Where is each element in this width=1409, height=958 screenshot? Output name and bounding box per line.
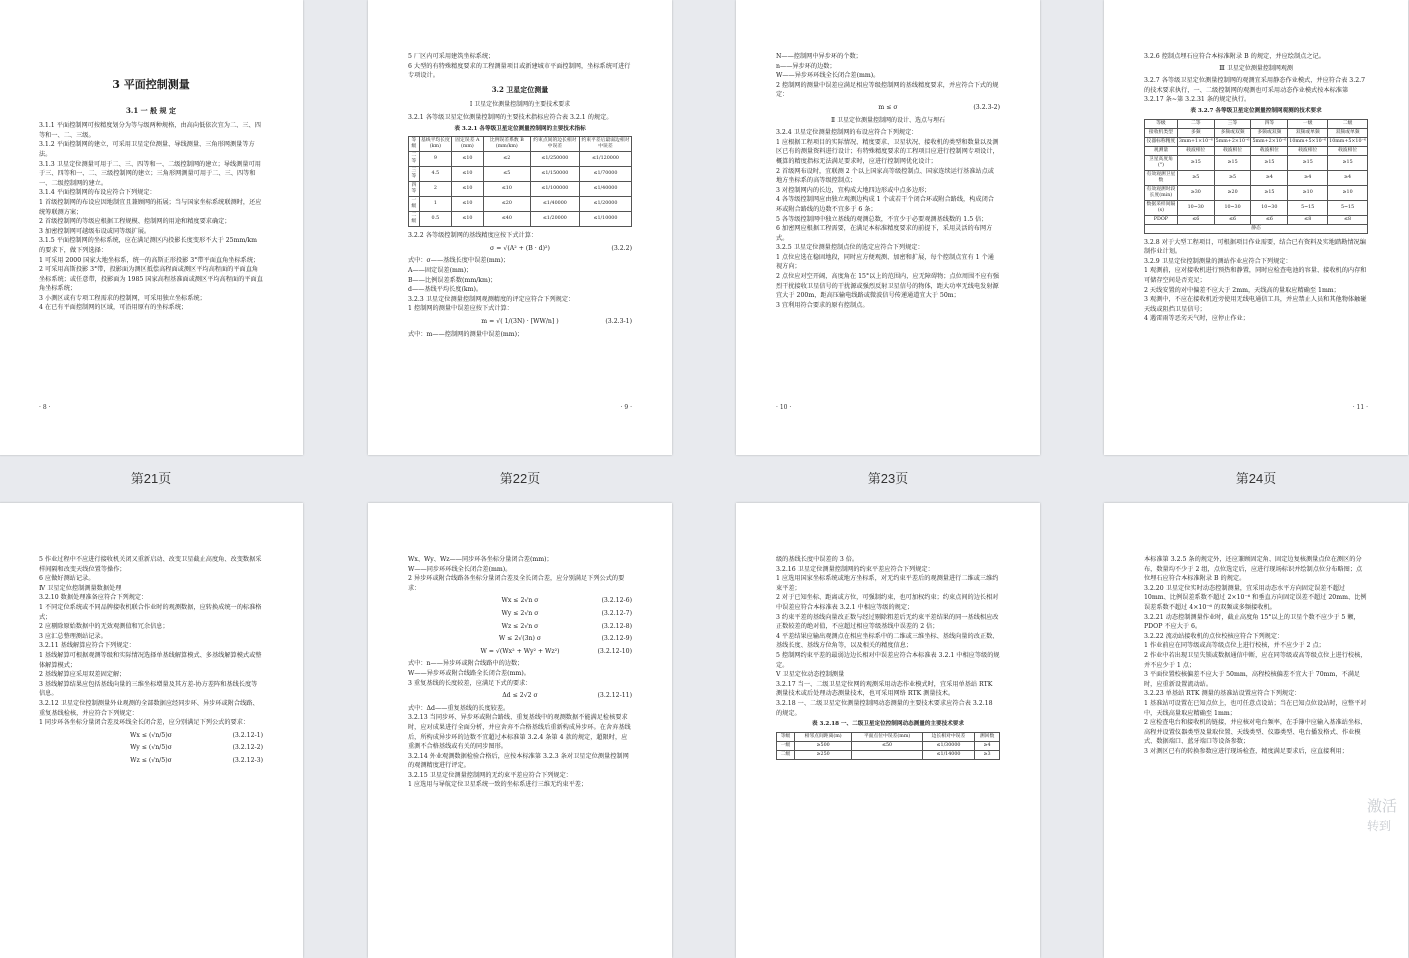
table-cell: 一级 xyxy=(409,197,420,212)
table-cell: ≤6 xyxy=(1177,215,1214,224)
paragraph: 5 作业过程中不应进行接收机关闭又重新启动、改变卫星截止高度角、改变数据采样间隔和改变天线位置等操作； xyxy=(39,556,262,573)
table-cell: 双频或单频 xyxy=(1288,128,1328,137)
paragraph: 式中：Δd——重复基线的长度较差。 xyxy=(408,704,510,712)
paragraph: 3.2.23 单基站 RTK 测量的基准站设置应符合下列规定： xyxy=(1144,690,1301,698)
paragraph-list xyxy=(776,52,1000,100)
table-cell: 0.5 xyxy=(419,212,451,227)
paragraph: Wx、Wy、Wz——同步环各坐标分量闭合差(mm)； xyxy=(408,556,553,563)
table-cell: ≤6 xyxy=(1214,215,1251,224)
table-cell: ≤1/20000 xyxy=(530,212,579,227)
table-row xyxy=(1145,146,1368,155)
table-header-row xyxy=(777,732,1000,741)
paragraph: 1 应选用国家坐标系统或地方坐标系，对无约束平差后的观测量进行二维或三维约束平差； xyxy=(776,575,999,592)
paragraph: 6 大型的有特殊精度要求的工程测量项目或新建城市平面控制网，坐标系统可进行专项设计。 xyxy=(408,62,631,80)
paragraph: 3.2.12 卫星定位控制测量外业观测的全部数据应经同步环、异步环或附合线路、重复基线检核，并应符合下列规定： xyxy=(39,699,259,717)
paragraph: 1 应根据工程项目的实际情况、精度要求、卫星状况、接收机的类型和数量以及测区已有的测量资料进行设计；有特殊精度要求的工程项目应进行控制网专项设计，概算的精度指标无法满足要求时，应进行控制网优化设计； xyxy=(776,138,999,165)
paragraph: 3.1.1 平面控制网可按精度划分为等与级两种规格，由高向低依次宜为二、三、四等和一、二、三级。 xyxy=(39,122,261,139)
activation-watermark xyxy=(1367,796,1407,836)
table-cell: ≥500 xyxy=(795,741,852,750)
table-header-cell: 基线平均长度(km) xyxy=(419,137,451,152)
document-page-21[interactable] xyxy=(0,0,303,455)
paragraph: 式中：m——控制网的测量中误差(mm)； xyxy=(408,330,524,338)
table-cell: ≤1/10000 xyxy=(579,212,631,227)
paragraph: Ⅴ 卫星定位动态控制测量 xyxy=(776,671,845,679)
paragraph: 3.2.16 卫星定位测量控制网的约束平差应符合下列规定： xyxy=(776,565,934,573)
section-title: 3.1 一 般 规 定 xyxy=(126,105,176,115)
table-cell: ≤10 xyxy=(451,182,483,197)
paragraph: 6 加密网应根据工程需要，在满足本标准精度要求的前提下，采用灵活的布网方式。 xyxy=(776,225,993,242)
table-cell: ≤1/150000 xyxy=(530,167,579,182)
paragraph: 3.2.5 卫星定位测量控制点位的选定应符合下列规定： xyxy=(776,244,924,252)
table-title: 表 3.2.18 一、二级卫星定位控制网动态测量的主要技术要求 xyxy=(811,721,964,728)
table-title: 表 3.2.1 各等级卫星定位测量控制网的主要技术指标 xyxy=(454,125,586,132)
table-row xyxy=(1145,185,1368,200)
formula xyxy=(408,622,632,632)
table-cell: 静态 xyxy=(1145,224,1368,233)
formula-number: (3.2.12-1) xyxy=(232,731,263,739)
table-cell: ≥15 xyxy=(1177,155,1214,170)
paragraph-list xyxy=(1144,555,1368,756)
table-header-cell: 二等 xyxy=(1177,119,1214,128)
table-cell: ≥4 xyxy=(1328,170,1368,185)
paragraph: 3.2.8 对于大型工程项目，可根据项目作业需要，结合已有资料及实地踏勘情况编制作业计划。 xyxy=(1144,238,1366,256)
formula-number: (3.2.12-3) xyxy=(232,756,263,764)
document-page-25[interactable] xyxy=(0,503,303,958)
paragraph: 3 基线解算结果应包括基线向量的三维坐标增量及其方差-协方差阵和基线长度等信息。 xyxy=(39,680,258,698)
formula-number: (3.2.12-10) xyxy=(597,647,632,655)
table-header-cell: 四等 xyxy=(1251,119,1288,128)
formula-number: (3.2.3-1) xyxy=(605,317,632,325)
table-row xyxy=(1145,128,1368,137)
table-cell: 2 xyxy=(419,182,451,197)
paragraph: 3.2.10 数据处理准备应符合下列规定： xyxy=(39,594,148,602)
paragraph-list xyxy=(408,704,632,790)
paragraph: 3 对测区已有的转换参数应进行现场检查，精度满足要求后，应直接利用； xyxy=(1144,747,1348,755)
paragraph: 3.2.3 卫星定位测量控制网观测精度的评定应符合下列规定： xyxy=(408,295,575,303)
paragraph: 4 各等级控制网应由独立观测边构成 1 个或若干个闭合环或附合路线，构成闭合环或附合路线的边数不宜多于 6 条； xyxy=(776,196,994,213)
formula-list xyxy=(408,596,632,656)
document-page-23[interactable] xyxy=(736,0,1040,455)
paragraph: 3 平面位置校核偏差不应大于 50mm，高程校核偏差不宜大于 70mm，不满足时，应重新设置流动站。 xyxy=(1144,671,1361,688)
table-cell: 10mm+5×10⁻⁶ xyxy=(1328,137,1368,146)
paragraph: 3.2.15 卫星定位测量控制网的无约束平差应符合下列规定： xyxy=(408,771,572,779)
table-cell: ≤2 xyxy=(483,152,530,167)
table-cell: ≤1/70000 xyxy=(579,167,631,182)
table-cell: 3mm+1×10⁻⁶ xyxy=(1177,137,1214,146)
table-cell: 多频 xyxy=(1177,128,1214,137)
table-row xyxy=(409,197,632,212)
table-row xyxy=(1145,224,1368,233)
table-cell: ≤1/30000 xyxy=(922,741,974,750)
table-cell: ≥15 xyxy=(1251,185,1288,200)
table-header-cell: 一级 xyxy=(1288,119,1328,128)
table-cell: 1 xyxy=(419,197,451,212)
paragraph: 2 首级控制网的等级应根据工程规模、控制网的用途和精度要求确定； xyxy=(39,218,231,226)
page-label[interactable]: 第22页 xyxy=(499,471,541,486)
paragraph-list xyxy=(408,52,632,81)
subsection-title: Ⅲ 卫星定位测量控制网观测 xyxy=(1219,64,1293,72)
table-cell: ≥4 xyxy=(1288,170,1328,185)
table-row xyxy=(1145,200,1368,215)
page-number: · 11 · xyxy=(1352,404,1368,411)
table-cell: ≥4 xyxy=(1251,170,1288,185)
table-cell: 载波相位 xyxy=(1214,146,1251,155)
table-cell: 二等 xyxy=(409,152,420,167)
paragraph: 3.2.21 动态控制测量作业时，截止高度角 15°以上的卫星个数不应少于 5 颗，PDOP 不应大于 6。 xyxy=(1144,613,1360,631)
table-cell: ≥15 xyxy=(1328,155,1368,170)
document-page-24[interactable] xyxy=(1104,0,1408,455)
paragraph: d——基线平均长度(km)。 xyxy=(408,286,483,294)
paragraph: 6 应做好测站记录。 xyxy=(39,575,95,583)
formula-expression: Wy ≤ (√n/5)σ xyxy=(130,744,172,752)
formula xyxy=(39,756,263,766)
section-title: 3.2 卫星定位测量 xyxy=(491,84,549,94)
paragraph: 3.2.7 各等级卫星定位测量控制网的观测宜采用静态作业模式，并应符合表 3.2.7 的技术要求执行，一、二级控制网的观测也可采用动态作业模式按本标准第 3.2.17 条~第 3.2.31 条的规定执行。 xyxy=(1144,77,1366,104)
table-cell: ≤1/14000 xyxy=(922,750,974,759)
paragraph: 3.2.9 卫星定位控制测量的测站作业应符合下列规定： xyxy=(1144,257,1292,265)
table-row xyxy=(409,212,632,227)
page-number: · 10 · xyxy=(776,404,792,411)
table-cell: ≤8 xyxy=(1328,215,1368,224)
table-cell: ≤10 xyxy=(451,167,483,182)
paragraph: 1 点位应选在稳固地段，同时应方便观测、加密和扩展，每个控制点宜有 1 个通视方向； xyxy=(776,253,994,271)
table-cell: ≤1/40000 xyxy=(530,197,579,212)
table-cell: ≥250 xyxy=(795,750,852,759)
paragraph: 式中：n——异步环或附合线路中的边数； xyxy=(408,660,524,668)
table-cell: 5~15 xyxy=(1328,200,1368,215)
paragraph-list xyxy=(1144,52,1368,62)
table-cell: ≤50 xyxy=(852,741,923,750)
paragraph: 1 基线解算可根据观测等级和实际情况选择单基线解算模式、多基线解算模式或整体解算模式； xyxy=(39,651,262,669)
paragraph: 5 控制网约束平差的最弱边边长相对中误差应符合本标准表 3.2.1 中相应等级的规定。 xyxy=(776,651,1000,669)
paragraph: 3 加密控制网可越级布设或同等级扩展。 xyxy=(39,227,151,235)
formula-expression: Wz ≤ 2√n σ xyxy=(501,622,539,630)
table-row xyxy=(1145,137,1368,146)
table-cell: ≤1/250000 xyxy=(530,152,579,167)
paragraph: 3.2.20 卫星定位实时动态控制测量，宜采用动态水平方向固定误差不超过 10mm、比例误差系数不超过 2×10⁻⁶ 和垂直方向固定误差不超过 20mm、比例误差系数不超过 4×10⁻⁶ 的双频或多频接收机。 xyxy=(1144,584,1367,611)
table-header-cell: 比例误差系数 B (mm/km) xyxy=(483,137,530,152)
paragraph: 4 遇雷雨等恶劣天气时，应停止作业； xyxy=(1144,315,1249,323)
paragraph: 3.2.13 当同步环、异步环或附合路线、重复基线中的观测数据不能满足检核要求时，应对成果进行全面分析，并应舍弃不合格基线后重新构成异步环。在舍弃基线后，所构成异步环的边数不宜超过本标准第 3.2.4 条第 4 款的规定，超限时，应重测不合格基线或有关的同步图形。 xyxy=(408,714,631,751)
formula xyxy=(408,609,632,619)
formula-number: (3.2.12-7) xyxy=(601,609,632,617)
formula-expression: m ≤ σ xyxy=(878,103,898,111)
paragraph: N——控制网中异步环的个数； xyxy=(776,53,862,60)
subsection-title: Ⅱ 卫星定位测量控制网的设计、选点与埋石 xyxy=(831,116,945,124)
formula-expression: Wz ≤ (√n/5)σ xyxy=(130,756,172,764)
table-cell: ≤20 xyxy=(483,197,530,212)
table-header-cell: 二级 xyxy=(1328,119,1368,128)
table-cell: 4.5 xyxy=(419,167,451,182)
page-number: · 8 · xyxy=(39,404,51,411)
table-cell: 5~15 xyxy=(1288,200,1328,215)
table-title: 表 3.2.7 各等级卫星定位测量控制网观测的技术要求 xyxy=(1190,107,1322,114)
table-cell: 10~30 xyxy=(1177,200,1214,215)
paragraph: 5 厂区内可采用建筑坐标系统； xyxy=(408,53,495,60)
table-cell: ≤1/20000 xyxy=(579,197,631,212)
paragraph: 级的基线长度中误差的 3 倍。 xyxy=(776,556,859,563)
table-header-cell: 约束平差后最弱边相对中误差 xyxy=(579,137,631,152)
table-cell: 5mm+2×10⁻⁶ xyxy=(1214,137,1251,146)
table-header-row xyxy=(409,137,632,152)
paragraph: 3.1.5 平面控制网的坐标系统，应在满足测区内投影长度变形不大于 25mm/km 的要求下，做下列选择： xyxy=(39,237,258,254)
chapter-title: 3 平面控制测量 xyxy=(112,78,190,91)
table-header-cell: 边长相对中误差 xyxy=(922,732,974,741)
paragraph: 1 作业前应在同等级或高等级点位上进行校核，并不应少于 2 点； xyxy=(1144,642,1325,650)
document-page-26[interactable] xyxy=(368,503,672,958)
paragraph: 1 应选用与导航定位卫星系统一致的坐标系进行三维无约束平差； xyxy=(408,781,588,789)
table-cell: ≤8 xyxy=(1288,215,1328,224)
paragraph: 3.2.6 控制点埋石应符合本标准附录 B 的规定，并应绘制点之记。 xyxy=(1144,53,1325,60)
table-cell xyxy=(852,750,923,759)
table-cell: 接收机类型 xyxy=(1145,128,1178,137)
paragraph: 3 对控制网内的长边，宜构成大地四边形或中点多边形； xyxy=(776,186,931,194)
paragraph: 4 在已有平面控制网的区域，可沿用原有的坐标系统； xyxy=(39,304,188,312)
table-cell: 双频或单频 xyxy=(1328,128,1368,137)
table-cell: ≤5 xyxy=(483,167,530,182)
table-cell: 多频或双频 xyxy=(1251,128,1288,137)
table-row xyxy=(409,152,632,167)
formula-number: (3.2.12-11) xyxy=(597,692,632,700)
paragraph: 2 天线安置的对中偏差不应大于 2mm，天线高的量取应精确至 1mm； xyxy=(1144,286,1340,294)
table-cell: ≤1/40000 xyxy=(579,182,631,197)
table-cell: ≤10 xyxy=(451,197,483,212)
paragraph: 1 不同定位系统或不同品牌接收机联合作业时的观测数据，应转换成统一的标准格式； xyxy=(39,603,262,621)
table-cell: 载波相位 xyxy=(1328,146,1368,155)
paragraph: A——固定误差(mm)； xyxy=(408,266,473,274)
table-header-cell: 平面点位中误差(mm) xyxy=(852,732,923,741)
spec-table xyxy=(1144,119,1368,234)
table-row xyxy=(777,750,1000,759)
table-cell: 多频或双频 xyxy=(1214,128,1251,137)
page-label[interactable]: 第24页 xyxy=(1235,471,1277,486)
table-cell: ≥5 xyxy=(1177,170,1214,185)
formula xyxy=(776,103,1000,113)
formula-number: (3.2.12-8) xyxy=(601,622,632,630)
page-label[interactable]: 第21页 xyxy=(130,471,172,486)
paragraph-list xyxy=(408,555,632,593)
table-cell: 10~30 xyxy=(1251,200,1288,215)
table-cell: ≤40 xyxy=(483,212,530,227)
page-number: · 9 · xyxy=(620,404,632,411)
spec-table xyxy=(776,732,1000,760)
formula xyxy=(408,634,632,644)
paragraph: 3.2.4 卫星定位测量控制网的布设应符合下列规定： xyxy=(776,129,918,137)
paragraph: 2 应检查电台和接收机的链接，并应核对电台频率，在手簿中应输入基准站坐标、高程并设置仪器类型及量取位置、天线类型、仪器类型、电台播发格式、作业模式、数据端口、蓝牙端口等设备参数； xyxy=(1144,719,1367,746)
table-header-cell: 测回数 xyxy=(975,732,1000,741)
table-row xyxy=(1145,215,1368,224)
watermark-line: 激活 xyxy=(1367,797,1398,815)
paragraph: 3 应汇总整理测站记录。 xyxy=(39,632,107,640)
table-header-row xyxy=(1145,119,1368,128)
table-row xyxy=(1145,155,1368,170)
table-cell: 卫星高度角(°) xyxy=(1145,155,1178,170)
table-cell: ≥30 xyxy=(1177,185,1214,200)
paragraph: 式中：σ——基线长度中误差(mm)； xyxy=(408,257,510,265)
formula-expression: σ = √(A² + (B · d)²) xyxy=(490,244,550,252)
table-header-cell: 等级 xyxy=(777,732,795,741)
paragraph: 2 点位应对空开阔，高度角在 15°以上的范围内，应无障碍物；点位周围不应有强烈干扰接收卫星信号的干扰源或强烈反射卫星信号的物体，距大功率无线电发射源宜大于 200m，距高压输电线路或微波信号传递通道宜大于 50m； xyxy=(776,273,1000,300)
paragraph: B——比例误差系数(mm/km)； xyxy=(408,276,497,284)
subsection-title: Ⅰ 卫星定位测量控制网的主要技术要求 xyxy=(469,101,571,109)
formula-number: (3.2.3-2) xyxy=(973,103,1000,111)
table-cell: ≥3 xyxy=(975,750,1000,759)
formula xyxy=(39,743,263,753)
paragraph: 3.2.22 流动站接收机的点位校核应符合下列规定： xyxy=(1144,632,1284,640)
paragraph: 3 小测区或有专项工程需求的控制网，可采用独立坐标系统； xyxy=(39,294,206,302)
table-header-cell: 等级 xyxy=(1145,119,1178,128)
paragraph: 3.2.17 当一、二级卫星定位网的观测采用动态作业模式时，宜采用单基站 RTK 测量技术或后处理动态测量技术，也可采用网络 RTK 测量技术。 xyxy=(776,680,993,698)
paragraph: 3.1.4 平面控制网的布设应符合下列规定： xyxy=(39,189,156,197)
paragraph: W——异步环或附合线路全长闭合差(mm)。 xyxy=(408,669,530,677)
formula-expression: m = √( 1/(3N) · [WW/n] ) xyxy=(481,317,559,325)
table-row xyxy=(409,182,632,197)
paragraph: 1 控制网的测量中误差应按下式计算： xyxy=(408,305,513,313)
paragraph-list xyxy=(408,256,632,294)
paragraph-list xyxy=(408,659,632,688)
table-cell: ≥5 xyxy=(1214,170,1251,185)
formula-expression: W = √(Wx² + Wy² + Wz²) xyxy=(480,647,560,655)
paragraph: 2 可采用高斯投影 3°带，投影面为测区抵偿高程面或测区平均高程面的平面直角坐标系统；或任意带，投影面为 1985 国家高程基准面或测区平均高程面的平面直角坐标系统； xyxy=(39,266,263,293)
formula-number: (3.2.12-9) xyxy=(601,635,632,643)
table-cell: ≥15 xyxy=(1251,155,1288,170)
paragraph-list xyxy=(776,555,1000,718)
table-header-cell: 相邻点间距离(m) xyxy=(795,732,852,741)
table-cell: ≤1/120000 xyxy=(579,152,631,167)
formula-list xyxy=(39,731,263,766)
paragraph: 本标准第 3.2.5 条的规定外，还应兼顾固定角、固定边复核测量点位在测区的分布，数量均不少于 2 组，点位选定后，应进行现场标识并绘制点位分布略图；点位埋石应符合本标准附录 B 的规定。 xyxy=(1144,556,1363,583)
table-cell: ≥10 xyxy=(1328,185,1368,200)
formula-expression: Wy ≤ 2√n σ xyxy=(501,609,539,617)
table-cell: ≥10 xyxy=(1288,185,1328,200)
formula xyxy=(408,691,632,701)
table-header-cell: 三等 xyxy=(1214,119,1251,128)
table-row xyxy=(777,741,1000,750)
paragraph: 3.2.14 外业观测数据检验合格后，应按本标准第 3.2.3 条对卫星定位测量控制网的观测精度进行评定。 xyxy=(408,752,629,770)
formula-expression: Wx ≤ 2√n σ xyxy=(501,597,539,605)
formula-number: (3.2.12-6) xyxy=(601,597,632,605)
formula xyxy=(408,596,632,606)
paragraph: 1 观测前，应对接收机进行预热和静置，同时应检查电池的容量、接收机的内存和可储存空间是否充足； xyxy=(1144,267,1367,284)
spec-table xyxy=(408,136,632,227)
paragraph: 3.2.1 各等级卫星定位测量控制网的主要技术指标应符合表 3.2.1 的规定。 xyxy=(408,113,613,121)
table-cell: 二级 xyxy=(409,212,420,227)
paragraph: 2 异步环或附合线路各坐标分量闭合差及全长闭合差，应分别满足下列公式的要求： xyxy=(408,575,625,592)
table-cell: 三等 xyxy=(409,167,420,182)
table-cell: PDOP xyxy=(1145,215,1178,224)
formula xyxy=(408,647,632,657)
document-page-22[interactable] xyxy=(368,0,672,455)
paragraph: 3.1.3 卫星定位测量可用于二、三、四等和一、二级控制网的建立；导线测量可用于三、四等和一、二、三级控制网的建立；三角形网测量可用于二、三、四等和一、二级控制网的建立。 xyxy=(39,160,261,187)
table-cell: ≤10 xyxy=(451,152,483,167)
table-cell: 一级 xyxy=(777,741,795,750)
paragraph: 3 重复基线的长度较差，应满足下式的要求： xyxy=(408,679,532,687)
table-cell: ≥15 xyxy=(1288,155,1328,170)
paragraph: 5 各等级控制网中独立基线的观测总数，不宜少于必要观测基线数的 1.5 倍； xyxy=(776,215,988,223)
paragraph: 2 应剔除原始数据中的无效观测值和冗余信息； xyxy=(39,623,169,631)
table-row xyxy=(1145,170,1368,185)
table-cell: ≤10 xyxy=(451,212,483,227)
formula xyxy=(408,244,632,254)
paragraph: 3.2.18 一、二级卫星定位测量控制网动态测量的主要技术要求应符合表 3.2.18 的规定。 xyxy=(776,699,993,717)
table-cell: 10mm+5×10⁻⁶ xyxy=(1288,137,1328,146)
paragraph-list xyxy=(1144,238,1368,324)
paragraph: 3.1.2 平面控制网的建立，可采用卫星定位测量、导线测量、三角形网测量等方法。 xyxy=(39,141,255,158)
document-page-27[interactable] xyxy=(736,503,1040,958)
paragraph: W——同步环环线全长闭合差(mm)。 xyxy=(408,565,512,573)
paragraph: 3.2.2 各等级控制网的基线精度应按下式计算： xyxy=(408,232,538,240)
page-label[interactable]: 第23页 xyxy=(867,471,909,486)
paragraph: W——异步环环线全长闭合差(mm)。 xyxy=(776,72,880,80)
formula xyxy=(39,731,263,741)
table-row xyxy=(409,167,632,182)
table-cell: 四等 xyxy=(409,182,420,197)
formula-expression: Wx ≤ (√n/5)σ xyxy=(130,731,172,739)
table-cell: ≤10 xyxy=(483,182,530,197)
paragraph: 3 宜利用符合要求的原有控制点。 xyxy=(776,301,869,309)
watermark-line: 转到 xyxy=(1367,819,1392,833)
paragraph-list xyxy=(39,121,263,313)
paragraph-list xyxy=(776,128,1000,310)
table-cell: ≤6 xyxy=(1251,215,1288,224)
table-cell: 数据采样间隔(s) xyxy=(1145,200,1178,215)
table-cell: 有效观测卫星数 xyxy=(1145,170,1178,185)
table-cell: 二级 xyxy=(777,750,795,759)
table-cell: 载波相位 xyxy=(1177,146,1214,155)
paragraph: 2 首级网布设时，宜联测 2 个以上国家高等级控制点、国家连续运行基准站点或地方坐标系的高等级控制点； xyxy=(776,167,994,185)
table-cell: 仪器标称精度 xyxy=(1145,137,1178,146)
table-cell: 5mm+2×10⁻⁶ xyxy=(1251,137,1288,146)
table-cell: 观测量 xyxy=(1145,146,1178,155)
table-cell: 10~30 xyxy=(1214,200,1251,215)
table-cell: ≥20 xyxy=(1214,185,1251,200)
paragraph: 1 基准站可设置在已知点位上，也可任意点设站；当在已知点位设站时，应整平对中，天线高量取应精确至 1mm； xyxy=(1144,699,1367,717)
paragraph: 3 约束平差的基线向量改正数与经过剔除粗差后无约束平差结果的同一基线相应改正数较差的绝对值，不应超过相应等级基线中误差的 2 倍； xyxy=(776,613,999,631)
paragraph: 4 平差结果应输出观测点在相应坐标系中的二维或三维坐标、基线向量的改正数、基线长度、基线方位角等，以及相关的精度信息； xyxy=(776,632,999,650)
formula-number: (3.2.12-2) xyxy=(232,744,263,752)
paragraph: 3 观测中，不应在接收机近旁使用无线电通信工具，并应禁止人员和其他物体触碰天线或阻挡卫星信号； xyxy=(1144,296,1367,313)
table-header-cell: 固定误差 A (mm) xyxy=(451,137,483,152)
paragraph: 3.2.11 基线解算应符合下列规定： xyxy=(39,642,135,650)
paragraph: 2 控制网的测量中误差应满足相应等级控制网的基线精度要求，并应符合下式的规定： xyxy=(776,81,999,99)
paragraph: 1 首级控制网的布设应因地制宜且兼顾网的拓展；当与国家坐标系统联测时，还应统筹联测方案； xyxy=(39,198,262,216)
document-page-28[interactable] xyxy=(1104,503,1408,958)
table-cell: 有效观测时段长度(min) xyxy=(1145,185,1178,200)
paragraph: 1 同步环各坐标分量闭合差及环线全长闭合差，应分别满足下列公式的要求： xyxy=(39,719,250,727)
table-cell: ≥4 xyxy=(975,741,1000,750)
table-header-cell: 等级 xyxy=(409,137,420,152)
table-cell: ≥15 xyxy=(1214,155,1251,170)
paragraph: Ⅳ 卫星定位控制测量数据处理 xyxy=(39,584,122,592)
paragraph: n——异步环的边数； xyxy=(776,62,836,70)
table-cell: 9 xyxy=(419,152,451,167)
formula-number: (3.2.2) xyxy=(611,244,632,252)
table-header-cell: 约束点间的边长相对中误差 xyxy=(530,137,579,152)
formula-expression: Δd ≤ 2√2 σ xyxy=(502,692,538,700)
table-cell: ≤1/100000 xyxy=(530,182,579,197)
table-cell: 载波相位 xyxy=(1251,146,1288,155)
table-cell: 载波相位 xyxy=(1288,146,1328,155)
paragraph: 2 基线解算应采用双差固定解； xyxy=(39,671,126,679)
formula xyxy=(408,317,632,327)
formula-expression: W ≤ 2√(3n) σ xyxy=(498,635,542,643)
paragraph-list xyxy=(39,555,263,728)
paragraph: 2 作业中若出现卫星失锁或数据通信中断，应在同等级或高等级点位上进行校核，并不应少于 1 点； xyxy=(1144,651,1367,669)
paragraph: 1 可采用 2000 国家大地坐标系，统一的高斯正形投影 3°带平面直角坐标系统； xyxy=(39,256,260,264)
paragraph: 2 对于已知坐标、距离或方位，可强制约束，也可加权约束；约束点间的边长相对中误差应符合本标准表 3.2.1 中相应等级的规定； xyxy=(776,594,999,611)
